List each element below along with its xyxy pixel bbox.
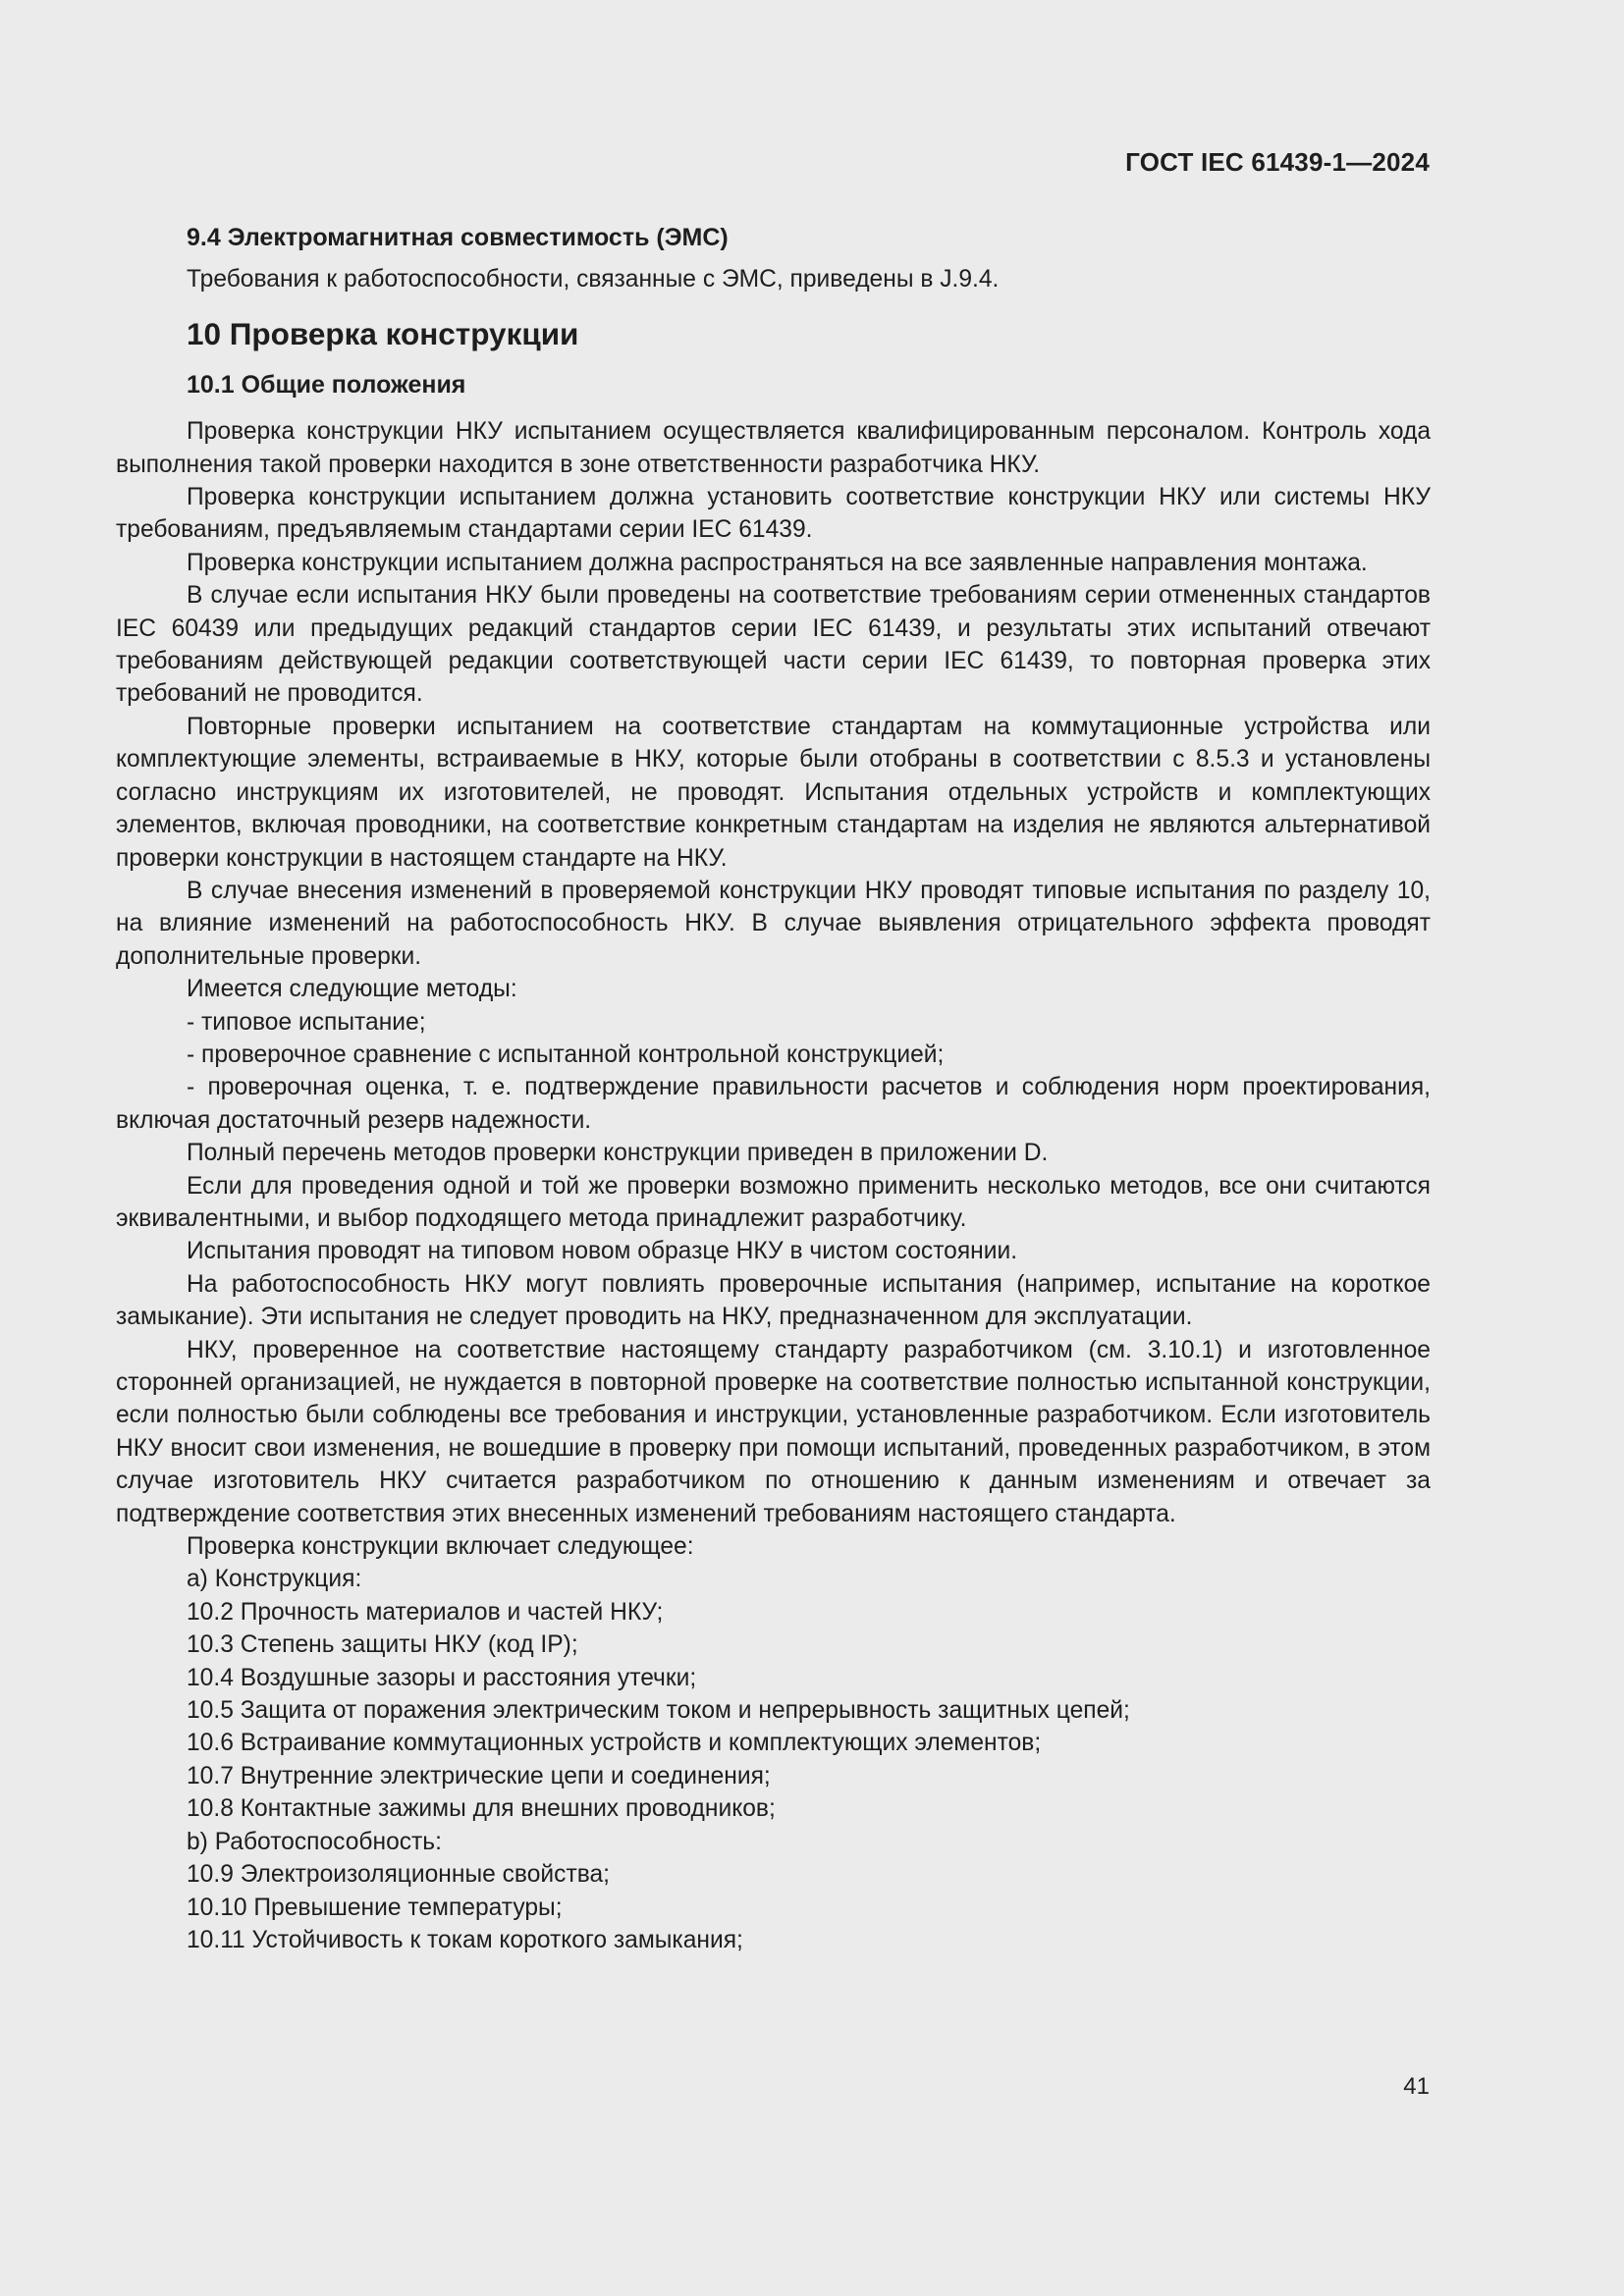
verification-item: 10.10 Превышение температуры; [187, 1894, 563, 1921]
section-9-4-text: Требования к работоспособности, связанные с ЭМС, приведены в J.9.4. [187, 266, 1000, 294]
paragraph: Полный перечень методов проверки конструкции приведен в приложении D. [187, 1140, 1049, 1167]
method-item: - проверочное сравнение с испытанной контрольной конструкцией; [187, 1041, 945, 1068]
verification-item: 10.2 Прочность материалов и частей НКУ; [187, 1598, 664, 1626]
verification-item: 10.4 Воздушные зазоры и расстояния утечки; [187, 1664, 697, 1691]
page-content [116, 222, 1431, 1956]
section-10-1-heading: 10.1 Общие положения [187, 370, 466, 399]
page-number: 41 [1403, 2073, 1430, 2100]
paragraph: Проверка конструкции включает следующее: [187, 1533, 694, 1561]
verification-item: 10.7 Внутренние электрические цепи и соединения; [187, 1762, 771, 1789]
verification-item: 10.8 Контактные зажимы для внешних проводников; [187, 1795, 776, 1823]
method-item: - типовое испытание; [187, 1008, 426, 1036]
verification-item: 10.9 Электроизоляционные свойства; [187, 1861, 611, 1889]
verification-item: 10.5 Защита от поражения электрическим током и непрерывность защитных цепей; [187, 1697, 1130, 1725]
paragraph: Испытания проводят на типовом новом образце НКУ в чистом состоянии. [187, 1238, 1018, 1265]
verification-group-b: b) Работоспособность: [187, 1828, 442, 1855]
paragraph: Проверка конструкции НКУ испытанием осуществляется квалифицированным персоналом. Контроль хода выполнения такой проверки находится в зоне ответственности разработчика НКУ. [116, 418, 1431, 478]
paragraph: Если для проведения одной и той же проверки возможно применить несколько методов, все они считаются эквивалентными, и выбор подходящего метода принадлежит разработчику. [116, 1172, 1431, 1232]
verification-group-a: a) Конструкция: [187, 1566, 362, 1593]
methods-intro: Имеется следующие методы: [187, 976, 517, 1003]
section-10-1-body [116, 415, 1431, 1956]
paragraph: В случае если испытания НКУ были проведены на соответствие требованиям серии отмененных стандартов IEC 60439 или предыдущих редакций стандартов серии IEC 61439, и результаты этих испытаний отвечают требованиям действующей редакции соответствующей части серии IEC 61439, то повторная проверка этих требований не проводится. [116, 582, 1431, 708]
standard-code-header: ГОСТ IEC 61439-1—2024 [1125, 147, 1430, 177]
section-10-heading: 10 Проверка конструкции [187, 315, 579, 351]
paragraph: Проверка конструкции испытанием должна распространяться на все заявленные направления монтажа. [187, 549, 1368, 576]
method-item: - проверочная оценка, т. е. подтверждение правильности расчетов и соблюдения норм проектирования, включая достаточный резерв надежности. [116, 1074, 1431, 1134]
paragraph: В случае внесения изменений в проверяемой конструкции НКУ проводят типовые испытания по разделу 10, на влияние изменений на работоспособность НКУ. В случае выявления отрицательного эффекта проводят дополнительные проверки. [116, 877, 1431, 970]
paragraph: Повторные проверки испытанием на соответствие стандартам на коммутационные устройства или комплектующие элементы, встраиваемые в НКУ, которые были отобраны в соответствии с 8.5.3 и установлены согласно инструкциям их изготовителей, не проводят. Испытания отдельных устройств и комплектующих элементов, включая проводники, на соответствие конкретным стандартам на изделия не являются альтернативой проверки конструкции в настоящем стандарте на НКУ. [116, 713, 1431, 872]
verification-item: 10.6 Встраивание коммутационных устройств и комплектующих элементов; [187, 1730, 1042, 1757]
section-9-4-heading: 9.4 Электромагнитная совместимость (ЭМС) [187, 224, 729, 251]
verification-item: 10.3 Степень защиты НКУ (код IP); [187, 1631, 578, 1659]
paragraph: Проверка конструкции испытанием должна установить соответствие конструкции НКУ или системы НКУ требованиям, предъявляемым стандартами серии IEC 61439. [116, 484, 1431, 544]
paragraph: На работоспособность НКУ могут повлиять проверочные испытания (например, испытание на короткое замыкание). Эти испытания не следует проводить на НКУ, предназначенном для эксплуатации. [116, 1270, 1431, 1331]
paragraph: НКУ, проверенное на соответствие настоящему стандарту разработчиком (см. 3.10.1) и изготовленное сторонней организацией, не нуждается в повторной проверке на соответствие полностью испытанной конструкции, если полностью были соблюдены все требования и инструкции, установленные разработчиком. Если изготовитель НКУ вносит свои изменения, не вошедшие в проверку при помощи испытаний, проведенных разработчиком, в этом случае изготовитель НКУ считается разработчиком по отношению к данным изменениям и отвечает за подтверждение соответствия этих внесенных изменений требованиям настоящего стандарта. [116, 1336, 1431, 1527]
verification-item: 10.11 Устойчивость к токам короткого замыкания; [187, 1926, 743, 1953]
